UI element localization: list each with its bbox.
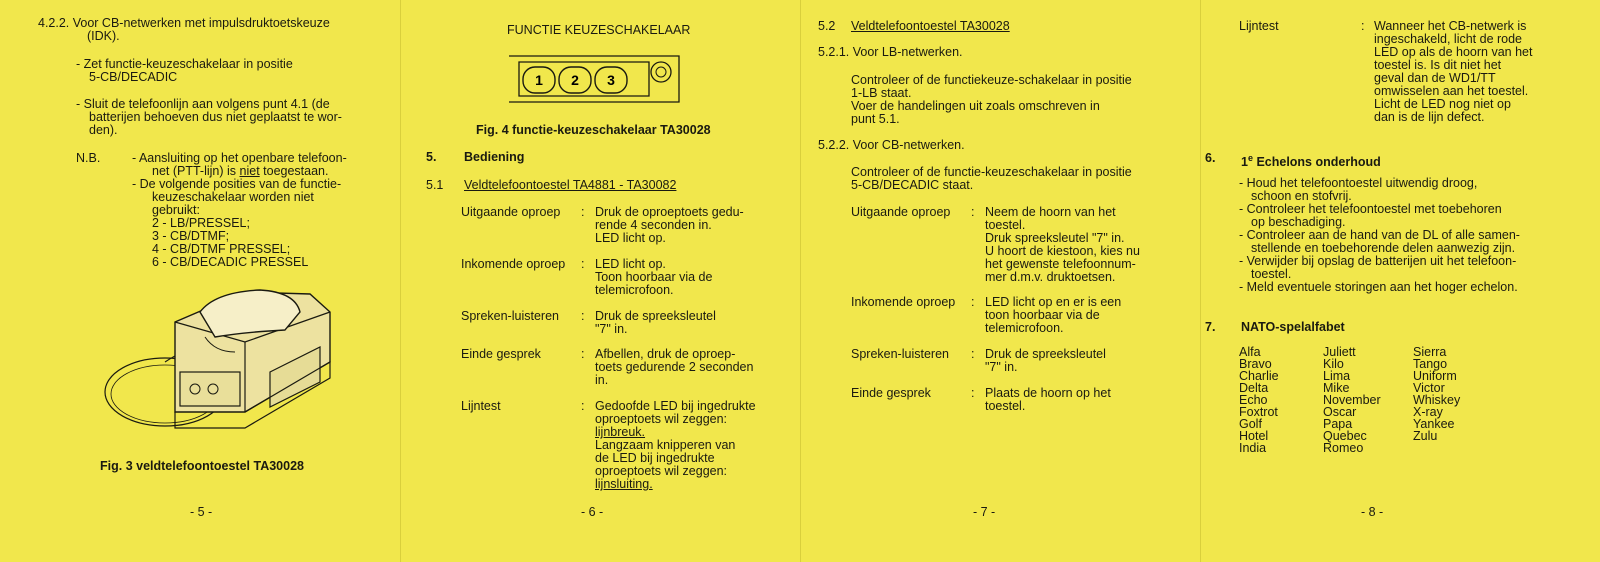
row-text: Langzaam knipperen van: [595, 438, 736, 452]
nato-word: Lima: [1323, 369, 1351, 383]
lijntest-text: geval dan de WD1/TT: [1374, 71, 1496, 85]
maintenance-item: toestel.: [1251, 267, 1292, 281]
row-text: mer d.m.v. druktoetsen.: [985, 270, 1116, 284]
row-text: Plaats de hoorn op het: [985, 386, 1111, 400]
nato-word: Delta: [1239, 381, 1269, 395]
switch-position-3: 3: [607, 72, 615, 88]
maintenance-item: - Houd het telefoontoestel uitwendig droog,: [1239, 176, 1478, 190]
nato-word: Golf: [1239, 417, 1262, 431]
nato-word: India: [1239, 441, 1267, 455]
nb-note-text: net (PTT-lijn) is: [152, 164, 240, 178]
paragraph-line: 1-LB staat.: [851, 86, 912, 100]
row-text: lijnbreuk.: [595, 425, 646, 439]
nb-note-2-line-2: keuzeschakelaar worden niet: [152, 190, 314, 204]
lijntest-text: Wanneer het CB-netwerk is: [1374, 19, 1527, 33]
nato-word: Quebec: [1323, 429, 1367, 443]
paragraph-line: Controleer of de functie-keuzeschakelaar in positie: [851, 165, 1132, 179]
row-label: Einde gesprek: [461, 347, 541, 361]
maintenance-item: - Controleer het telefoontoestel met toebehoren: [1239, 202, 1502, 216]
row-label: Uitgaande oproep: [461, 205, 561, 219]
row-label: Lijntest: [461, 399, 501, 413]
lijntest-text: toestel is. Is dit niet het: [1374, 58, 1502, 72]
nato-word: Zulu: [1413, 429, 1438, 443]
nato-word: Alfa: [1239, 345, 1261, 359]
row-text: het gewenste telefoonnum-: [985, 257, 1136, 271]
row-text: in.: [595, 373, 609, 387]
lijntest-label: Lijntest: [1239, 19, 1279, 33]
lijntest-text: ingeschakeld, licht de rode: [1374, 32, 1523, 46]
nato-word: Uniform: [1413, 369, 1457, 383]
section-5-2-title: Veldtelefoontoestel TA30028: [851, 19, 1010, 33]
bullet-1-line-1: - Zet functie-keuzeschakelaar in positie: [76, 57, 293, 71]
nb-label: N.B.: [76, 151, 101, 165]
row-label: Uitgaande oproep: [851, 205, 951, 219]
section-5-2-1: 5.2.1. Voor LB-netwerken.: [818, 45, 963, 59]
paragraph-line: Voer de handelingen uit zoals omschreven in: [851, 99, 1100, 113]
switch-position-1: 1: [535, 72, 543, 88]
nato-word: Yankee: [1413, 417, 1455, 431]
nato-word: Kilo: [1323, 357, 1344, 371]
section-7-number: 7.: [1205, 320, 1216, 334]
lijntest-text: Licht de LED nog niet op: [1374, 97, 1511, 111]
figure-4-caption: Fig. 4 functie-keuzeschakelaar TA30028: [476, 123, 711, 137]
nb-note-underlined: niet: [239, 164, 260, 178]
section-4-2-2-heading: 4.2.2. Voor CB-netwerken met impulsdruktoetskeuze: [38, 16, 330, 30]
bullet-1-line-2: 5-CB/DECADIC: [89, 70, 178, 84]
figure-3-caption: Fig. 3 veldtelefoontoestel TA30028: [100, 459, 304, 473]
row-text: rende 4 seconden in.: [595, 218, 712, 232]
nato-word: Foxtrot: [1239, 405, 1278, 419]
nato-word: Tango: [1413, 357, 1448, 371]
switch-title: FUNCTIE KEUZESCHAKELAAR: [507, 23, 691, 37]
row-text: toets gedurende 2 seconden: [595, 360, 754, 374]
field-telephone-illustration: [95, 282, 345, 457]
maintenance-item: - Meld eventuele storingen aan het hoger echelon.: [1239, 280, 1518, 294]
row-colon: :: [581, 347, 585, 361]
row-text: Druk spreeksleutel "7" in.: [985, 231, 1125, 245]
row-text: Toon hoorbaar via de: [595, 270, 713, 284]
function-switch-diagram: [509, 48, 691, 110]
row-colon: :: [581, 205, 585, 219]
row-text: Druk de spreeksleutel: [595, 309, 716, 323]
row-label: Inkomende oproep: [851, 295, 956, 309]
position-item: 3 - CB/DTMF;: [152, 229, 230, 243]
page-number: - 5 -: [190, 505, 213, 519]
nato-word: Bravo: [1239, 357, 1272, 371]
section-6-number: 6.: [1205, 151, 1216, 165]
row-text: oproeptoets wil zeggen:: [595, 412, 728, 426]
row-colon: :: [581, 257, 585, 271]
row-text: "7" in.: [985, 360, 1018, 374]
lijntest-text: LED op als de hoorn van het: [1374, 45, 1533, 59]
page-7: [800, 0, 1200, 562]
section-6-title: [1241, 152, 1381, 169]
position-item: 6 - CB/DECADIC PRESSEL: [152, 255, 309, 269]
row-colon: :: [971, 295, 975, 309]
row-text: toestel.: [985, 399, 1026, 413]
section-5-1-title: Veldtelefoontoestel TA4881 - TA30082: [464, 178, 677, 192]
position-item: 2 - LB/PRESSEL;: [152, 216, 250, 230]
nato-word: Charlie: [1239, 369, 1279, 383]
row-text: LED licht op en er is een: [985, 295, 1122, 309]
maintenance-item: schoon en stofvrij.: [1251, 189, 1352, 203]
maintenance-item: - Verwijder bij opslag de batterijen uit het telefoon-: [1239, 254, 1517, 268]
paragraph-line: Controleer of de functiekeuze-schakelaar in positie: [851, 73, 1132, 87]
maintenance-item: op beschadiging.: [1251, 215, 1346, 229]
row-text: telemicrofoon.: [595, 283, 674, 297]
nato-word: Juliett: [1323, 345, 1356, 359]
row-text: oproeptoets wil zeggen:: [595, 464, 728, 478]
row-colon: :: [971, 205, 975, 219]
nato-word: X-ray: [1413, 405, 1443, 419]
bullet-2-line-3: den).: [89, 123, 118, 137]
nato-word: Sierra: [1413, 345, 1447, 359]
row-text: Afbellen, druk de oproep-: [595, 347, 736, 361]
row-colon: :: [581, 309, 585, 323]
page-8: [1200, 0, 1600, 562]
nato-word: November: [1323, 393, 1381, 407]
page-number: - 8 -: [1361, 505, 1384, 519]
row-colon: :: [581, 399, 585, 413]
page-5: [0, 0, 400, 562]
bullet-2-line-2: batterijen behoeven dus niet geplaatst te wor-: [89, 110, 342, 124]
row-text: LED licht op.: [595, 231, 666, 245]
row-text: toestel.: [985, 218, 1026, 232]
row-colon: :: [971, 347, 975, 361]
section-5-number: 5.: [426, 150, 437, 164]
row-text: toon hoorbaar via de: [985, 308, 1100, 322]
bullet-2-line-1: - Sluit de telefoonlijn aan volgens punt 4.1 (de: [76, 97, 330, 111]
row-text: LED licht op.: [595, 257, 666, 271]
nato-word: Hotel: [1239, 429, 1269, 443]
maintenance-item: - Controleer aan de hand van de DL of alle samen-: [1239, 228, 1520, 242]
row-label: Spreken-luisteren: [851, 347, 949, 361]
row-label: Inkomende oproep: [461, 257, 566, 271]
section-6-ordinal: 1: [1241, 155, 1248, 170]
row-text: Gedoofde LED bij ingedrukte: [595, 399, 756, 413]
nb-note-2-line-3: gebruikt:: [152, 203, 200, 217]
maintenance-item: stellende en toebehorende delen aanwezig zijn.: [1251, 241, 1516, 255]
lijntest-text: dan is de lijn defect.: [1374, 110, 1485, 124]
nato-word: Oscar: [1323, 405, 1357, 419]
section-6-superscript: e: [1247, 153, 1253, 163]
nato-word: Whiskey: [1413, 393, 1461, 407]
nb-note-1-line-1: - Aansluiting op het openbare telefoon-: [132, 151, 347, 165]
row-label: Spreken-luisteren: [461, 309, 559, 323]
nato-word: Papa: [1323, 417, 1353, 431]
nb-note-2-line-1: - De volgende posities van de functie-: [132, 177, 342, 191]
position-item: 4 - CB/DTMF PRESSEL;: [152, 242, 291, 256]
section-4-2-2-heading-cont: (IDK).: [87, 29, 120, 43]
row-text: Druk de spreeksleutel: [985, 347, 1106, 361]
section-5-1-number: 5.1: [426, 178, 444, 192]
nato-word: Mike: [1323, 381, 1350, 395]
switch-position-2: 2: [571, 72, 579, 88]
row-text: U hoort de kiestoon, kies nu: [985, 244, 1140, 258]
row-text: lijnsluiting.: [595, 477, 653, 491]
row-text: "7" in.: [595, 322, 628, 336]
section-5-title: Bediening: [464, 150, 525, 164]
section-5-2-2: 5.2.2. Voor CB-netwerken.: [818, 138, 965, 152]
section-6-title-text: Echelons onderhoud: [1252, 155, 1381, 170]
lijntest-text: omwisselen aan het toestel.: [1374, 84, 1529, 98]
page-number: - 6 -: [581, 505, 604, 519]
row-colon: :: [971, 386, 975, 400]
row-label: Einde gesprek: [851, 386, 931, 400]
paragraph-line: punt 5.1.: [851, 112, 900, 126]
row-text: Druk de oproeptoets gedu-: [595, 205, 744, 219]
paragraph-line: 5-CB/DECADIC staat.: [851, 178, 974, 192]
page-6: [400, 0, 800, 562]
row-text: de LED bij ingedrukte: [595, 451, 715, 465]
row-text: telemicrofoon.: [985, 321, 1064, 335]
nato-word: Romeo: [1323, 441, 1364, 455]
section-7-title: NATO-spelalfabet: [1241, 320, 1345, 334]
section-5-2-number: 5.2: [818, 19, 836, 33]
nb-note-text-end: toegestaan.: [259, 164, 329, 178]
nato-word: Victor: [1413, 381, 1445, 395]
row-text: Neem de hoorn van het: [985, 205, 1116, 219]
row-colon: :: [1361, 19, 1365, 33]
nato-word: Echo: [1239, 393, 1268, 407]
page-number: - 7 -: [973, 505, 996, 519]
